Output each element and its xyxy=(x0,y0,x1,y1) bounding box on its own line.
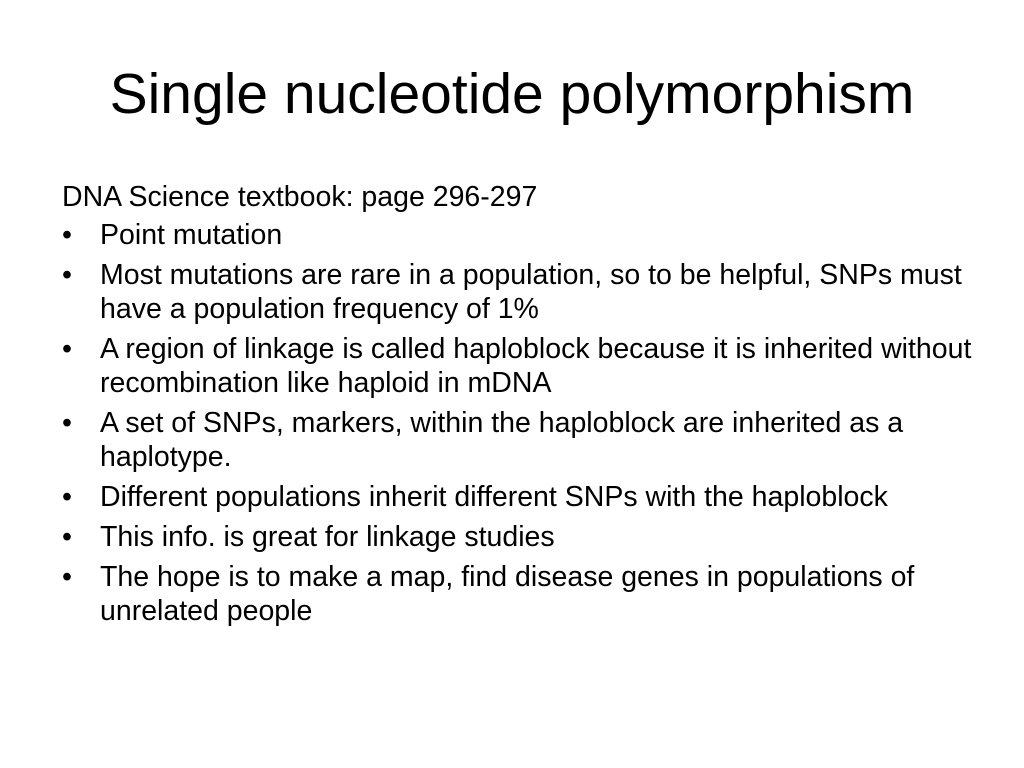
bullet-text: This info. is great for linkage studies xyxy=(100,521,555,553)
bullet-list xyxy=(62,218,972,628)
bullet-item xyxy=(62,332,972,400)
bullet-item xyxy=(62,258,972,326)
bullet-item xyxy=(62,218,972,252)
slide-title: Single nucleotide polymorphism xyxy=(109,62,915,126)
bullet-text: A set of SNPs, markers, within the haploblock are inherited as a haplotype. xyxy=(100,407,904,473)
bullet-text: Point mutation xyxy=(100,219,283,251)
textbook-reference: DNA Science textbook: page 296-297 xyxy=(62,181,538,213)
slide-body xyxy=(62,180,972,634)
bullet-text: Most mutations are rare in a population, so to be helpful, SNPs must have a population frequency of 1% xyxy=(100,259,962,325)
bullet-text: The hope is to make a map, find disease genes in populations of unrelated people xyxy=(100,561,915,627)
bullet-item xyxy=(62,520,972,554)
bullet-item xyxy=(62,560,972,628)
bullet-dot-icon: • xyxy=(62,259,72,291)
bullet-dot-icon: • xyxy=(62,407,72,439)
bullet-dot-icon: • xyxy=(62,521,72,553)
bullet-item xyxy=(62,406,972,474)
bullet-dot-icon: • xyxy=(62,481,72,513)
bullet-dot-icon: • xyxy=(62,219,72,251)
bullet-text: Different populations inherit different SNPs with the haploblock xyxy=(100,481,888,513)
bullet-text: A region of linkage is called haploblock because it is inherited without recombination like haploid in mDNA xyxy=(100,333,972,399)
bullet-item xyxy=(62,480,972,514)
bullet-dot-icon: • xyxy=(62,561,72,593)
bullet-dot-icon: • xyxy=(62,333,72,365)
